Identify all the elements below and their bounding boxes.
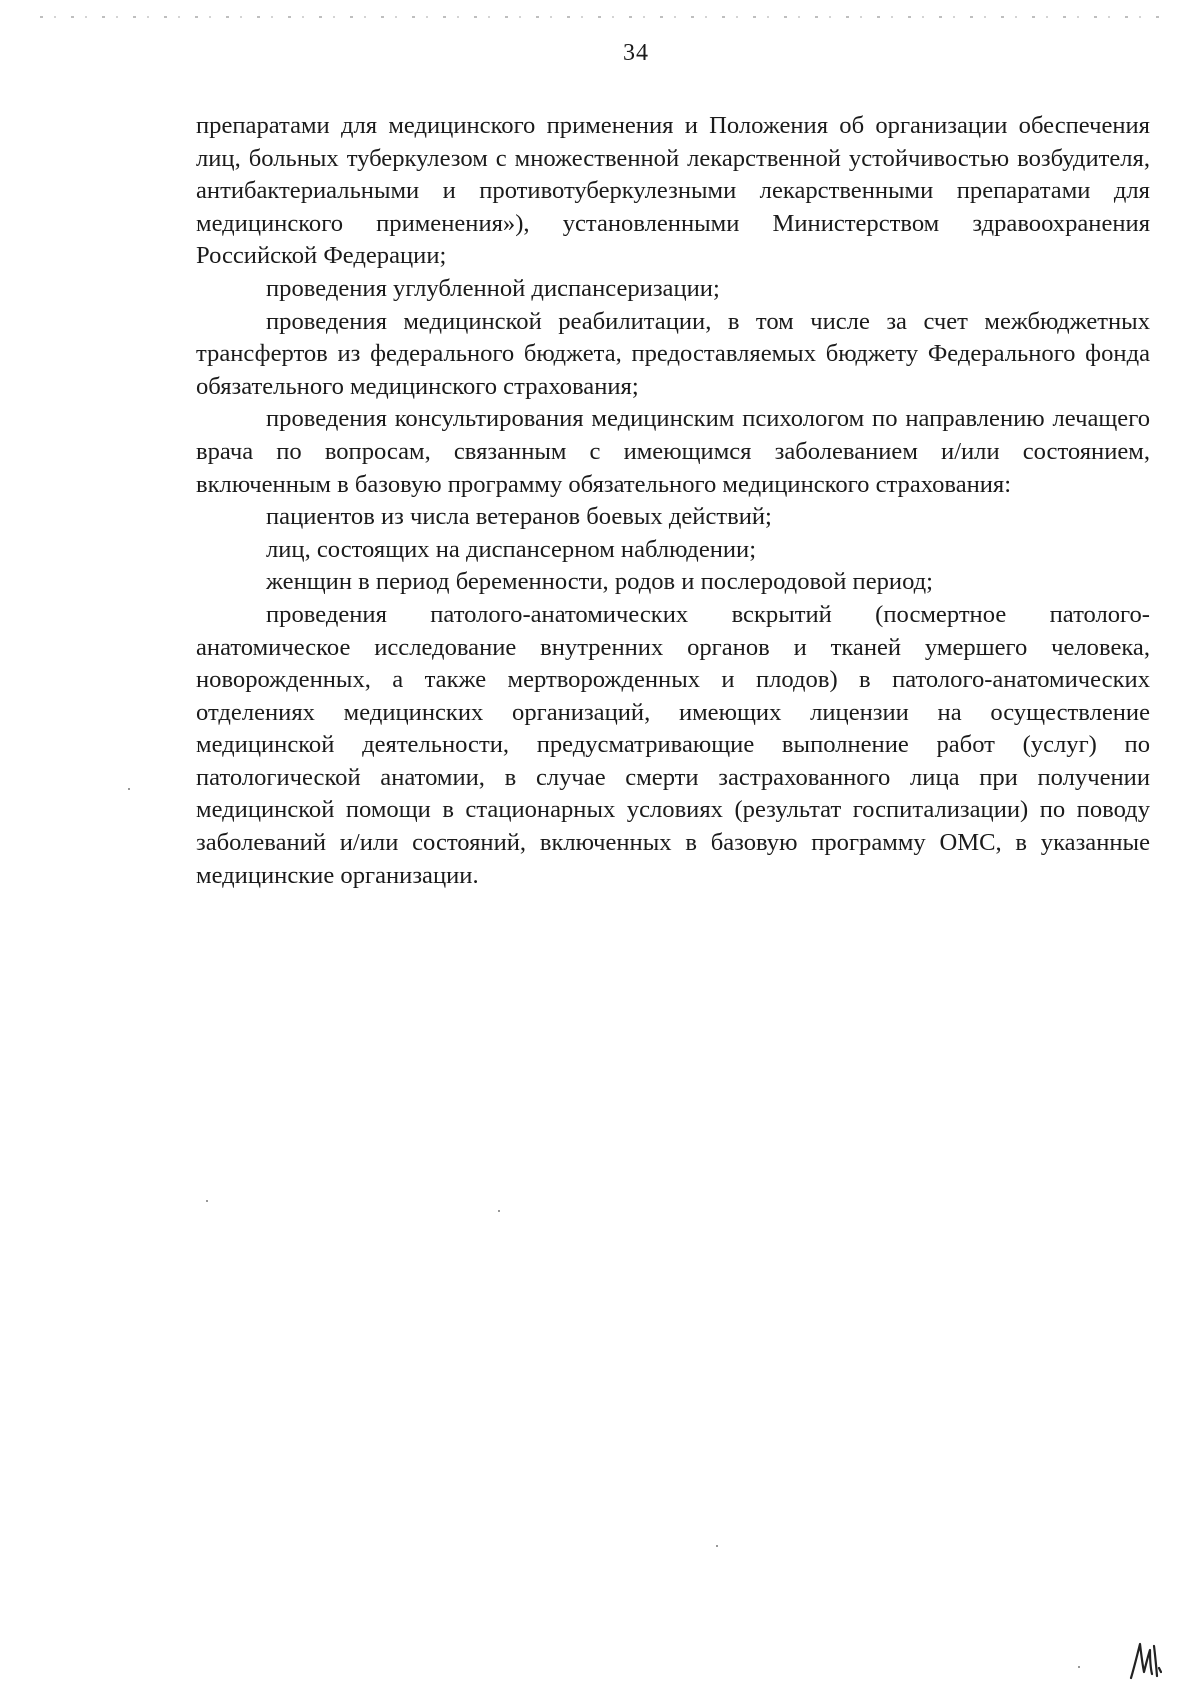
paragraph: проведения консультирования медицинским психологом по направлению лечащего врача по вопросам, связанным с имеющимся заболеванием и/или состоянием, включенным в базовую программу обязательного медицинского страхования: [196, 405, 1150, 498]
paragraph: препаратами для медицинского применения и Положения об организации обеспечения лиц, больных туберкулезом с множественной лекарственной устойчивостью возбудителя, антибактериальными и противотуберкулезными лекарственными препаратами для медицинского применения»), установленными Министерством здравоохранения Российской Федерации; [196, 112, 1150, 270]
paragraph: проведения углубленной диспансеризации; [266, 274, 720, 302]
paragraph: проведения патолого-анатомических вскрытий (посмертное патолого-анатомическое исследование внутренних органов и тканей умершего человека, новорожденных, а также мертворожденных и плодов) в патолого-анатомических отделениях медицинских организаций, имеющих лицензии на осуществление медицинской деятельности, предусматривающие выполнение работ (услуг) по патологической анатомии, в случае смерти застрахованного лица при получении медицинской помощи в стационарных условиях (результат госпитализации) по поводу заболеваний и/или состояний, включенных в базовую программу ОМС, в указанные медицинские организации. [196, 600, 1150, 889]
handwritten-initials [1128, 1638, 1162, 1682]
paragraph: проведения медицинской реабилитации, в том числе за счет межбюджетных трансфертов из федерального бюджета, предоставляемых бюджету Федерального фонда обязательного медицинского страхования; [196, 307, 1150, 400]
paragraph: пациентов из числа ветеранов боевых действий; [266, 503, 772, 531]
scan-speck [716, 1545, 718, 1547]
scan-artifact-line [40, 16, 1160, 18]
scan-speck [206, 1200, 208, 1202]
paragraph: женщин в период беременности, родов и послеродовой период; [266, 568, 934, 596]
paragraph: лиц, состоящих на диспансерном наблюдении; [266, 535, 757, 563]
scan-speck [1078, 1666, 1080, 1668]
page-number: 34 [623, 40, 649, 66]
document-body [196, 110, 1150, 892]
scan-speck [128, 788, 130, 790]
scan-speck [498, 1210, 500, 1212]
